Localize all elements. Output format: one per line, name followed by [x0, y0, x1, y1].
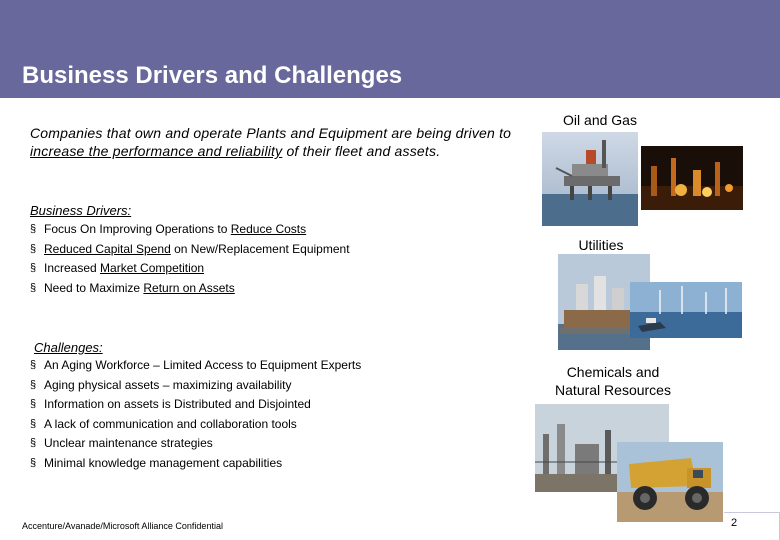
chemicals-caption-line1: Chemicals and [566, 364, 660, 380]
slide-title: Business Drivers and Challenges [22, 62, 403, 89]
footer-divider [724, 512, 780, 513]
driver-text: Need to Maximize [44, 280, 144, 295]
driver-text: Increased [44, 261, 101, 276]
chemicals-caption-line2: Natural Resources [555, 382, 671, 398]
challenge-item: § Minimal knowledge management capabilities [30, 454, 361, 474]
intro-text-start: Companies that own and operate Plants and Equipment are being driven to [30, 125, 512, 141]
page-number: 2 [731, 517, 738, 529]
driver-item [30, 220, 350, 240]
offshore-rig-photo [542, 132, 638, 226]
driver-text: on New/Replacement Equipment [170, 241, 350, 256]
mining-truck-photo [617, 442, 723, 522]
intro-underlined-phrase: increase the performance and reliability [30, 143, 283, 159]
driver-highlight: Return on Assets [143, 280, 235, 295]
intro-paragraph [30, 124, 520, 160]
wind-farm-photo [630, 282, 742, 338]
challenge-item: § Information on assets is Distributed and Disjointed [30, 395, 361, 415]
challenge-item: § Aging physical assets – maximizing availability [30, 376, 361, 396]
driver-item [30, 279, 350, 299]
drivers-heading: Business Drivers: [30, 203, 132, 218]
chemicals-caption [540, 363, 686, 399]
challenge-item: § A lack of communication and collaboration tools [30, 415, 361, 435]
driver-highlight: Reduced Capital Spend [44, 241, 171, 256]
challenge-item: § Unclear maintenance strategies [30, 434, 361, 454]
confidential-notice: Accenture/Avanade/Microsoft Alliance Confidential [22, 521, 223, 531]
driver-highlight: Market Competition [100, 261, 205, 276]
intro-text-end: of their fleet and assets. [282, 143, 441, 159]
utilities-caption: Utilities [578, 237, 624, 253]
driver-text: Focus On Improving Operations to [44, 222, 231, 236]
refinery-night-photo [641, 146, 743, 210]
challenges-heading: Challenges: [34, 340, 103, 355]
drivers-list [30, 220, 350, 298]
driver-item [30, 240, 350, 260]
oil-gas-caption: Oil and Gas [563, 112, 637, 128]
challenges-list [30, 356, 361, 474]
challenge-item: § An Aging Workforce – Limited Access to Equipment Experts [30, 356, 361, 376]
driver-highlight: Reduce Costs [230, 222, 307, 236]
driver-item [30, 259, 350, 279]
